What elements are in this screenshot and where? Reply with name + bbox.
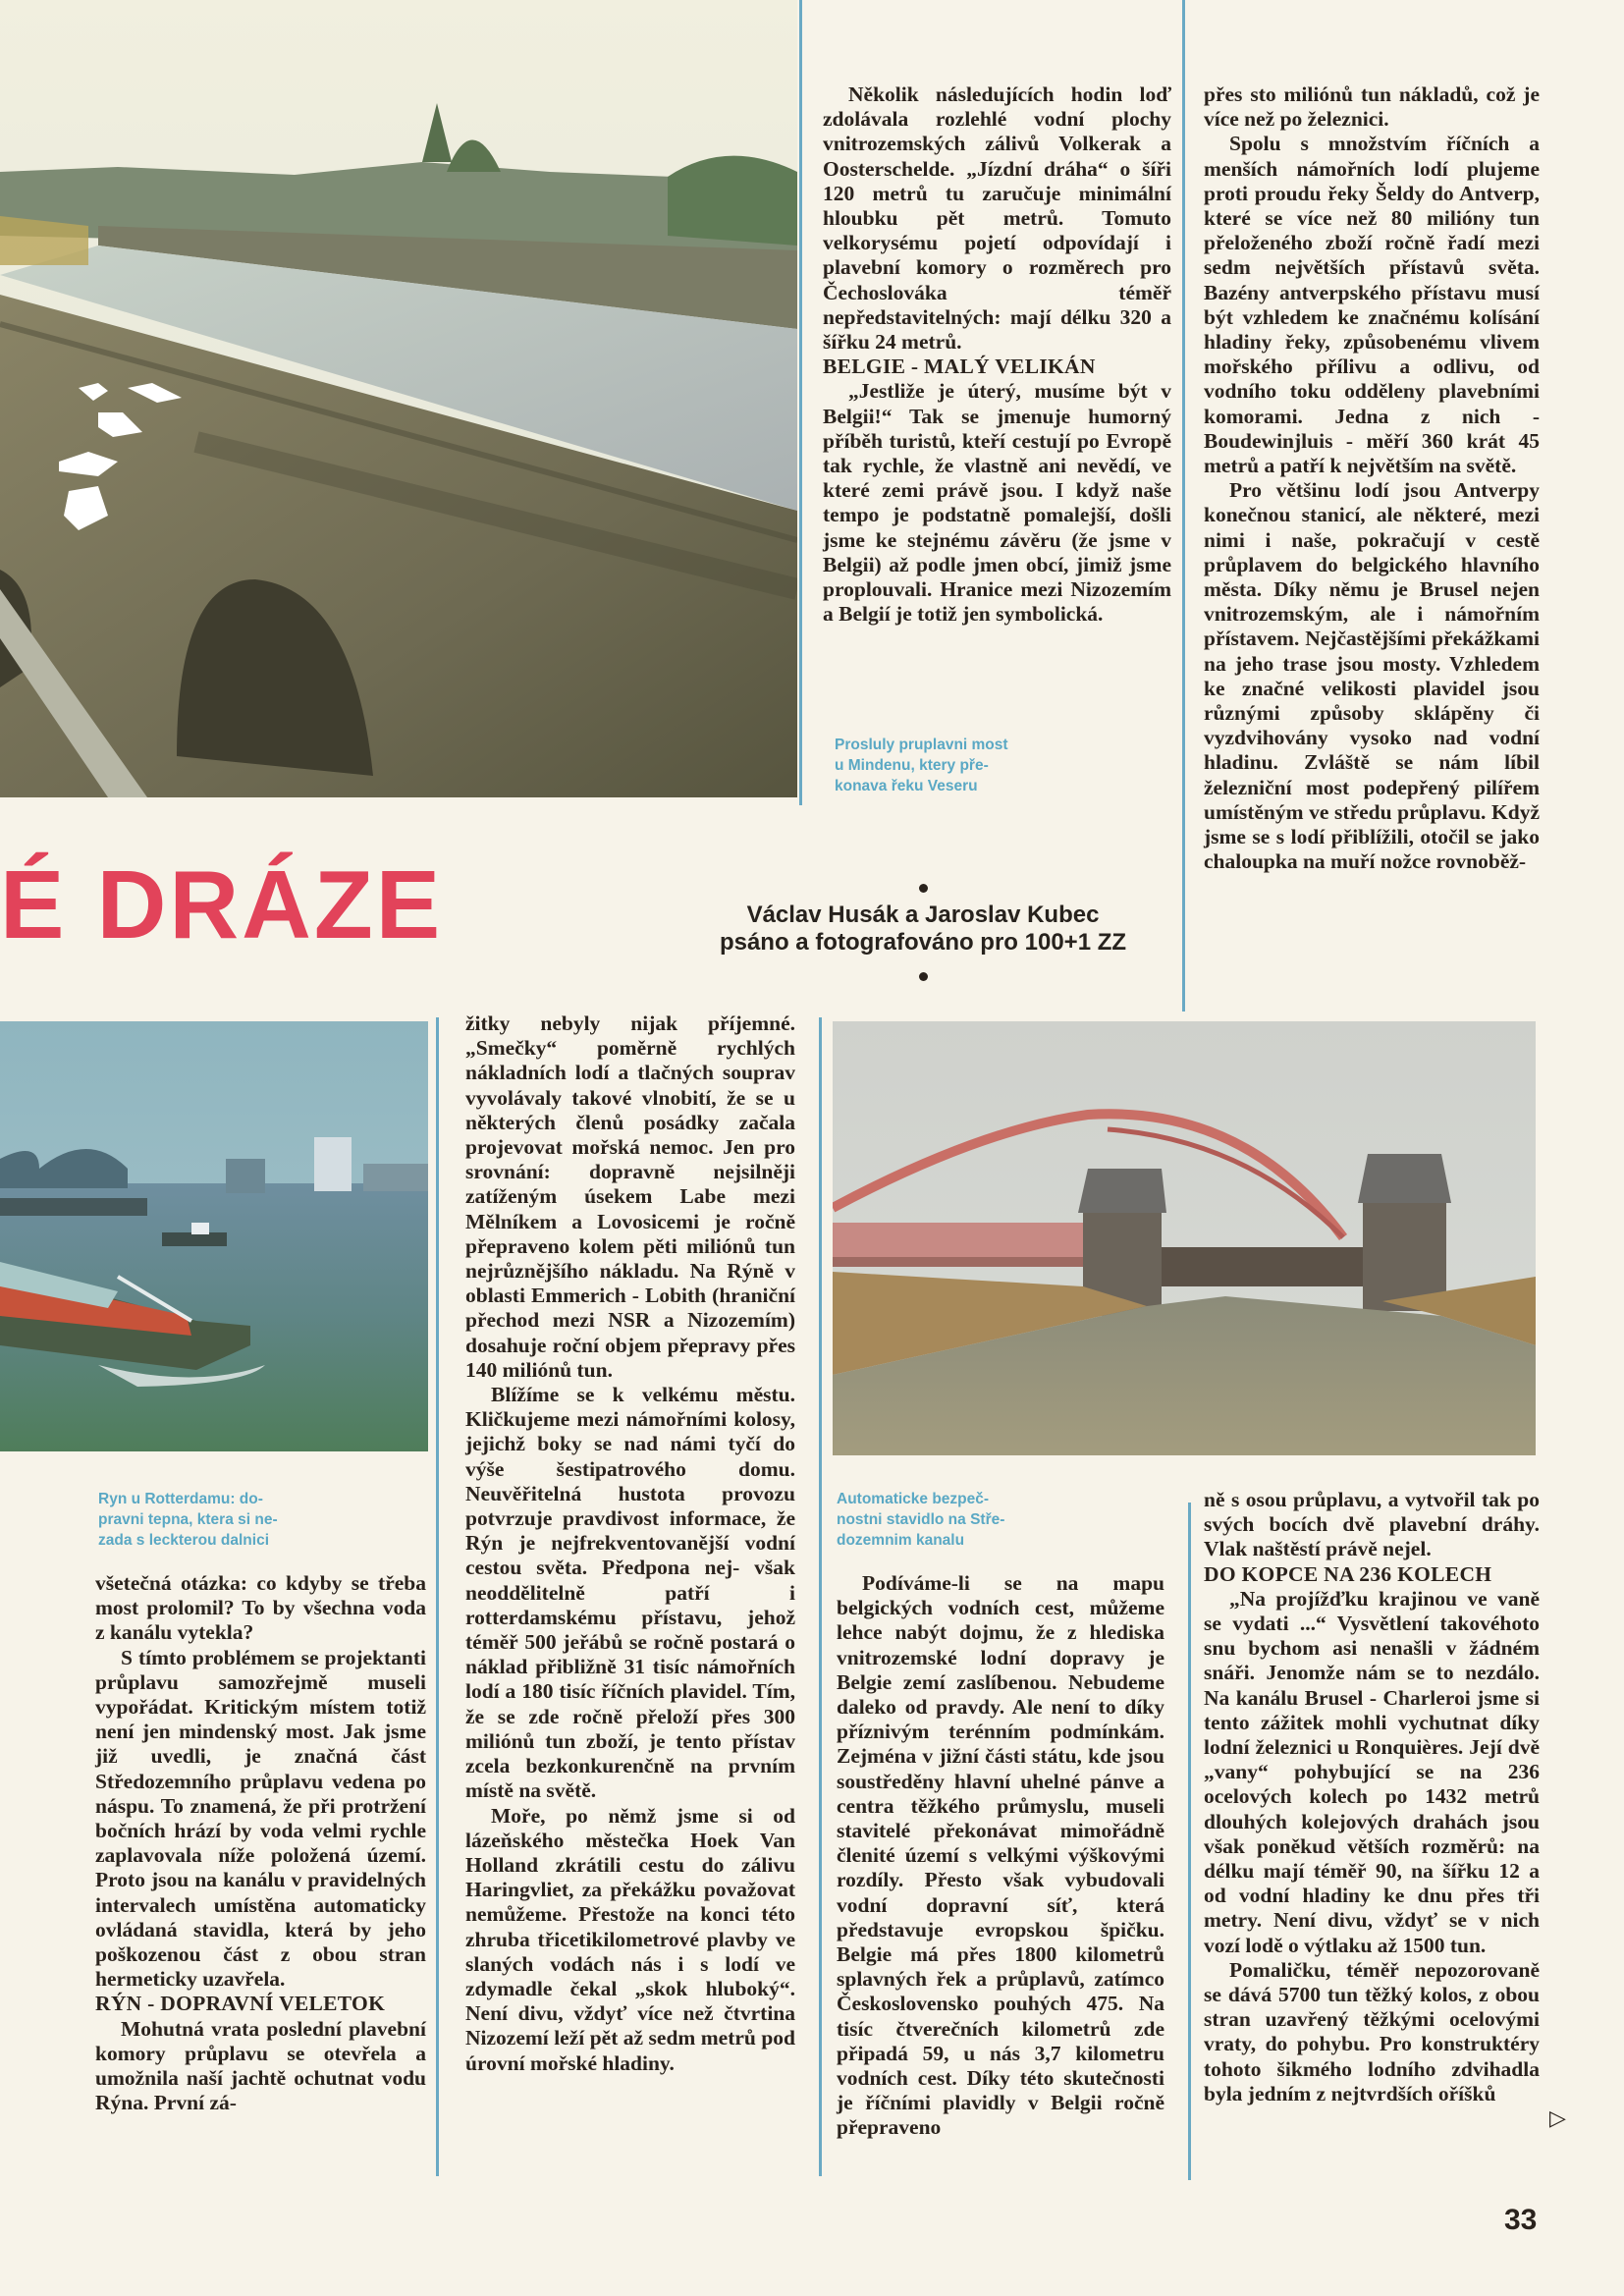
article-title: É DRÁZE <box>0 850 444 958</box>
paragraph: Spolu s množstvím říčních a menších námořních lodí plujeme proti proudu řeky Šeldy do Antverp, které se více než 80 milióny tun přeloženého zboží ročně řadí mezi sedm největších přístavů světa. Bazény antverpského přístavu musí být vzhledem ke značnému kolísání hladiny řeky, způsobenému vlivem mořského přílivu a odlivu, od vodního toku odděleny plavebními komorami. Jedna z nich - Boudewinjluis - měří 360 krát 45 metrů a patří k největším na světě. <box>1204 132 1540 478</box>
column-divider <box>799 0 802 805</box>
column-divider <box>436 1017 439 2176</box>
caption-minden: Prosluly pruplavni most u Mindenu, ktery pře- konava řeku Veseru <box>835 737 1008 794</box>
paragraph: ně s osou průplavu, a vytvořil tak po svých bocích dvě plavební dráhy. Vlak naštěstí právě nejel. <box>1204 1488 1540 1561</box>
section-heading-belgie: BELGIE - MALÝ VELIKÁN <box>823 355 1096 379</box>
photo-minden-aqueduct <box>0 0 797 797</box>
paragraph: S tímto problémem se projektanti průplavu samozřejmě museli vypořádat. Kritickým místem totiž není jen mindenský most. Jak jsme již uvedli, je značná část Středozemního průplavu vedena po náspu. To znamená, že při protržení bočních hrází by voda velmi rychle zaplavovala níže položená území. Proto jsou na kanálu v pravidelných intervalech umístěna automaticky ovládaná stavidla, která by jeho poškozenou část z obou stran hermeticky uzavřela. <box>95 1645 426 1992</box>
caption-gate: Automaticke bezpeč- nostni stavidlo na Stře- dozemnim kanalu <box>837 1491 1005 1549</box>
byline <box>677 902 1168 957</box>
column-divider <box>1182 0 1185 1011</box>
paragraph: Moře, po němž jsme si od lázeňského městečka Hoek Van Holland zkrátili cestu do zálivu Haringvliet, za překážku považovat nemůžeme. Přestože na konci této zhruba třicetikilometrové plavby ve slaných vodách nás i s lodí ve zdymadle čekal „skok hluboký“. Není divu, vždyť více než čtvrtina Nizozemí leží pět až sedm metrů pod úrovní mořské hladiny. <box>465 1803 795 2075</box>
section-heading-ryn: RÝN - DOPRAVNÍ VELETOK <box>95 1992 386 2016</box>
paragraph: žitky nebyly nijak příjemné. „Smečky“ poměrně rychlých nákladních lodí a tlačných souprav vyvolávaly takové vlnobití, že se u některých členů posádky začala projevovat mořská nemoc. Jen pro srovnání: dopravně nejsilněji zatíženým úsekem Labe mezi Mělníkem a Lovosicemi je ročně přepraveno kolem pěti miliónů tun nejrůznějšího nákladu. Na Rýně v oblasti Emmerich - Lobith (hraniční přechod mezi NSR a Nizozemím) dosahuje roční objem přepravy přes 140 miliónů tun. <box>465 1011 795 1382</box>
bullet-dot <box>919 972 928 981</box>
article-column-top-right <box>1204 82 1540 875</box>
article-column-bottom-left <box>95 1571 426 2115</box>
rhine-illustration <box>0 1021 428 1451</box>
paragraph: Pomaličku, téměř nepozorovaně se dává 5700 tun těžký kolos, z obou stran uzavřený těžkými ocelovými vraty, do pohybu. Pro konstruktéry tohoto šikmého lodního zdvihadla byla jedním z nejtvrdších oříšků <box>1204 1957 1540 2105</box>
paragraph: Mohutná vrata poslední plavební komory průplavu se otevřela a umožnila naší jachtě ochutnat vodu Rýna. První zá- <box>95 2016 426 2115</box>
article-column-bottom-right <box>1204 1488 1540 2106</box>
paragraph: Pro většinu lodí jsou Antverpy konečnou stanicí, ale některé, mezi nimi i naše, pokračují v cestě průplavem do belgického hlavního města. Díky němu je Brusel nejen vnitrozemským, ale i námořním přístavem. Nejčastějšími překážkami na jeho trase jsou mosty. Vzhledem ke značné velikosti plavidel jsou různými způsoby sklápěny či vyzdvihovány vysoko nad vodní hladinu. Zvláště se nám líbil železniční most podepřený pilířem umístěným ve středu průplavu. Když jsme se s lodí přiblížili, otočil se jako chaloupka na muří nožce rovnoběž- <box>1204 478 1540 874</box>
continue-arrow-icon: ▷ <box>1549 2106 1566 2131</box>
caption-rotterdam: Ryn u Rotterdamu: do- pravni tepna, ktera si ne- zada s leckterou dalnici <box>98 1491 278 1549</box>
column-divider <box>819 1017 822 2176</box>
paragraph: „Na projížďku krajinou ve vaně se vydati ...“ Vysvětlení takovéhoto snu bychom asi nenašli v žádném snáři. Jenomže nám se to nezdálo. Na kanálu Brusel - Charleroi jsme si tento zážitek mohli vychutnat díky lodní železnici u Ronquières. Její dvě „vany“ pohybující se na 236 ocelových kolech po 1432 metrů dlouhých kolejových drahách jsou však poněkud větších rozměrů: na délku mají téměř 90, na šířku 12 a od vodní hladiny ke dnu přes tři metry. Není divu, vždyť se v nich vozí lodě o výtlaku až 1500 tun. <box>1204 1586 1540 1957</box>
aqueduct-illustration <box>0 0 797 797</box>
paragraph: Několik následujících hodin loď zdolávala rozlehlé vodní plochy vnitrozemských zálivů Volkerak a Oosterschelde. „Jízdní dráha“ o šíři 120 metrů tu zaručuje minimální hloubku pět metrů. Tomuto velkorysému pojetí odpovídají i plavební komory o rozměrech pro Čechoslováka téměř nepředstavitelných: mají délku 320 a šířku 24 metrů. <box>823 82 1171 355</box>
paragraph: všetečná otázka: co kdyby se třeba most prolomil? To by všechna voda z kanálu vytekla? <box>95 1571 426 1645</box>
bullet-dot <box>919 884 928 893</box>
column-divider <box>1188 1503 1191 2180</box>
page-number: 33 <box>1504 2204 1538 2236</box>
paragraph: Podíváme-li se na mapu belgických vodních cest, můžeme lehce nabýt dojmu, že z hlediska vnitrozemské lodní dopravy je Belgie zemí zaslíbenou. Nebudeme daleko od pravdy. Ale není to díky příznivým terénním podmínkám. Zejména v jižní části státu, kde jsou soustředěny hlavní uhelné pánve a centra těžkého průmyslu, museli stavitelé překonávat mimořádně členité území s velkými výškovými rozdíly. Přesto však vybudovali vodní dopravní síť, která představuje evropskou špičku. Belgie má přes 1800 kilometrů splavných řek a průplavů, zatímco Československo pouhých 475. Na tisíc čtverečních kilometrů zde připadá 59, u nás 3,7 kilometru vodních cest. Díky této skutečnosti je říčními plavidly v Belgii ročně přepraveno <box>837 1571 1164 2140</box>
article-column-top-middle <box>823 82 1171 627</box>
section-heading-kopce: DO KOPCE NA 236 KOLECH <box>1204 1561 1492 1586</box>
article-column-bottom-center-right <box>837 1571 1164 2141</box>
paragraph: přes sto miliónů tun nákladů, což je více než po železnici. <box>1204 82 1540 132</box>
authors: Václav Husák a Jaroslav Kubec <box>746 902 1100 928</box>
photo-rotterdam-rhine <box>0 1021 428 1451</box>
article-column-bottom-middle <box>465 1011 795 2076</box>
flood-gate-illustration <box>833 1021 1536 1455</box>
photo-flood-gate <box>833 1021 1536 1455</box>
paragraph: „Jestliže je úterý, musíme být v Belgii!“ Tak se jmenuje humorný příběh turistů, kteří cestují po Evropě tak rychle, že vlastně ani nevědí, ve které zemi právě jsou. I když naše tempo je podstatně pomalejší, došli jsme ke stejnému závěru (že jsme v Belgii) až podle jmen obcí, jimiž jsme proplouvali. Hranice mezi Nizozemím a Belgií je totiž jen symbolická. <box>823 379 1171 627</box>
credit: psáno a fotografováno pro 100+1 ZZ <box>719 929 1127 956</box>
paragraph: Blížíme se k velkému městu. Kličkujeme mezi námořními kolosy, jejichž boky se nad námi tyčí do výše šestipatrového domu. Neuvěřitelná hustota provozu potvrzuje pravdivost informace, že Rýn je nejfrekventovanější vodní cestou světa. Předpona nej- však neoddělitelně patří i rotterdamskému přístavu, jehož téměř 500 jeřábů se ročně postará o náklad přibližně 31 tisíc námořních lodí a 180 tisíc říčních plavidel. Tím, že se zde ročně přeloží přes 300 miliónů tun zboží, je tento přístav zcela bezkonkurenčně na prvním místě na světě. <box>465 1383 795 1803</box>
